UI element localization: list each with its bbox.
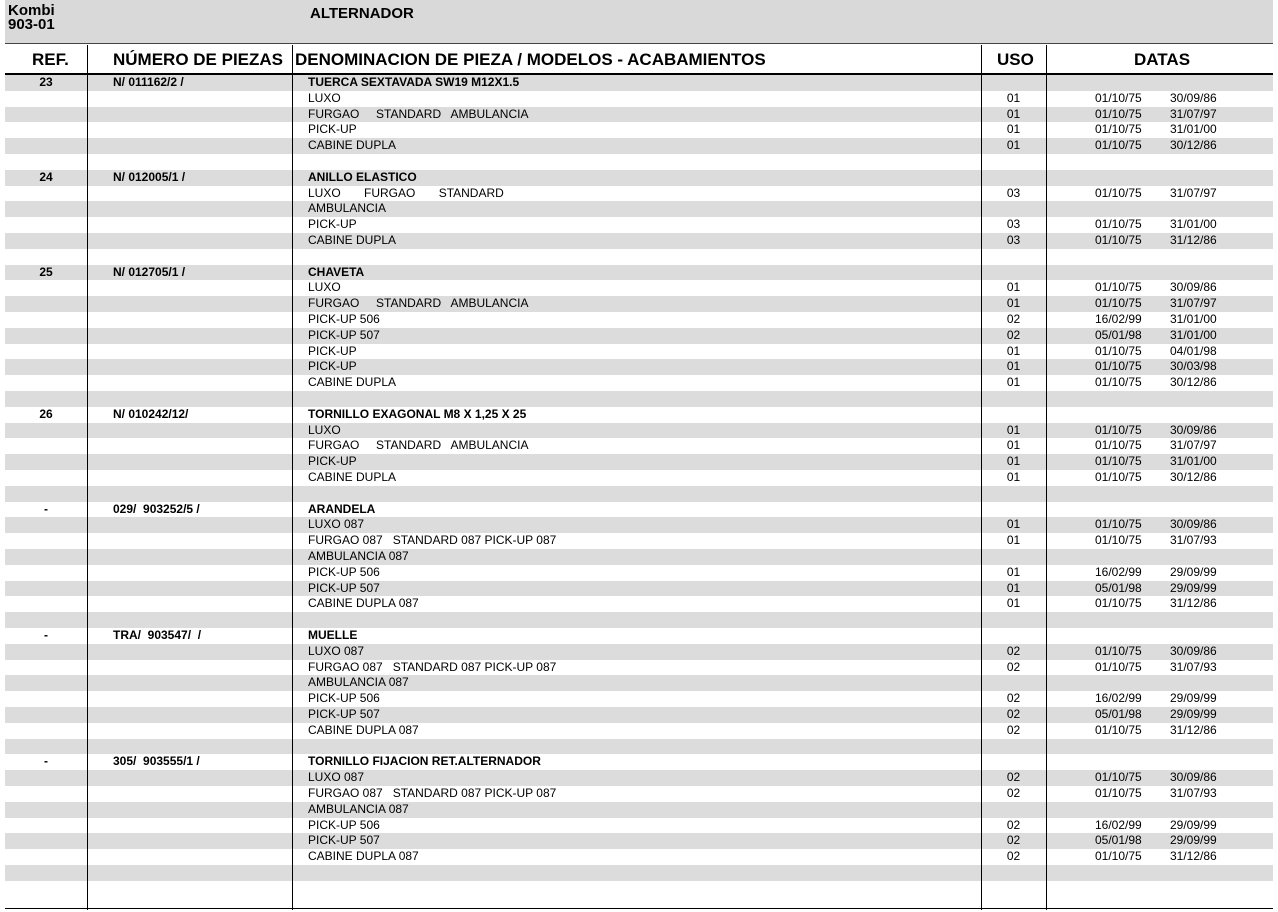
table-row: [5, 454, 1273, 470]
table-row: [5, 865, 1273, 881]
part-number-cell: 305/ 903555/1 /: [113, 754, 200, 769]
description-cell: AMBULANCIA 087: [308, 549, 409, 563]
date-from-cell: 05/01/98: [1095, 833, 1142, 848]
date-to-cell: 31/12/86: [1170, 596, 1217, 611]
table-row: [5, 549, 1273, 565]
date-to-cell: 31/01/00: [1170, 122, 1217, 137]
date-from-cell: 01/10/75: [1095, 106, 1142, 121]
date-to-cell: 30/09/86: [1170, 517, 1217, 532]
table-row: [5, 581, 1273, 597]
uso-cell: 01: [1006, 533, 1021, 548]
date-to-cell: 30/09/86: [1170, 90, 1217, 105]
date-to-cell: 31/01/00: [1170, 312, 1217, 326]
ref-cell: -: [44, 754, 48, 769]
uso-cell: 02: [1006, 659, 1021, 674]
description-cell: PICK-UP 506: [308, 312, 380, 326]
table-row: [5, 186, 1273, 202]
uso-cell: 02: [1006, 312, 1021, 326]
table-row: [5, 375, 1273, 391]
description-cell: TORNILLO EXAGONAL M8 X 1,25 X 25: [308, 406, 527, 421]
uso-cell: 01: [1006, 138, 1021, 153]
date-from-cell: 01/10/75: [1095, 470, 1142, 484]
uso-cell: 01: [1006, 454, 1021, 469]
table-row: [5, 280, 1273, 296]
ref-cell: -: [44, 628, 48, 642]
column-header-ref: REF.: [32, 50, 69, 69]
date-to-cell: 31/07/93: [1170, 533, 1217, 548]
description-cell: TORNILLO FIJACION RET.ALTERNADOR: [308, 754, 541, 769]
uso-cell: 02: [1006, 327, 1021, 342]
table-row: [5, 154, 1273, 170]
table-row: [5, 612, 1273, 628]
table-row: [5, 565, 1273, 581]
date-from-cell: 01/10/75: [1095, 849, 1142, 864]
table-row: [5, 596, 1273, 612]
description-cell: FURGAO 087 STANDARD 087 PICK-UP 087: [308, 659, 557, 674]
description-cell: CABINE DUPLA 087: [308, 596, 419, 611]
date-to-cell: 30/09/86: [1170, 770, 1217, 785]
description-cell: FURGAO STANDARD AMBULANCIA: [308, 438, 529, 453]
uso-cell: 02: [1006, 786, 1021, 800]
date-from-cell: 01/10/75: [1095, 533, 1142, 548]
table-row: [5, 802, 1273, 818]
date-from-cell: 01/10/75: [1095, 185, 1142, 200]
uso-cell: 01: [1006, 470, 1021, 484]
date-from-cell: 01/10/75: [1095, 517, 1142, 532]
uso-cell: 02: [1006, 770, 1021, 785]
description-cell: FURGAO 087 STANDARD 087 PICK-UP 087: [308, 533, 557, 548]
table-row: [5, 644, 1273, 660]
table-row: [5, 754, 1273, 770]
date-from-cell: 01/10/75: [1095, 770, 1142, 785]
description-cell: LUXO: [308, 422, 341, 437]
description-cell: AMBULANCIA 087: [308, 801, 409, 816]
description-cell: PICK-UP 507: [308, 707, 380, 721]
description-cell: ARANDELA: [308, 501, 376, 516]
table-row: [5, 849, 1273, 865]
uso-cell: 01: [1006, 359, 1021, 374]
date-to-cell: 29/09/99: [1170, 817, 1217, 832]
column-header-uso: USO: [997, 50, 1034, 69]
date-from-cell: 01/10/75: [1095, 296, 1142, 311]
table-row: [5, 359, 1273, 375]
uso-cell: 03: [1006, 185, 1021, 200]
date-to-cell: 31/07/97: [1170, 296, 1217, 311]
description-cell: CABINE DUPLA: [308, 138, 397, 153]
date-from-cell: 16/02/99: [1095, 691, 1142, 706]
table-row: [5, 675, 1273, 691]
date-to-cell: 31/01/00: [1170, 217, 1217, 232]
description-cell: PICK-UP: [308, 454, 357, 469]
uso-cell: 01: [1006, 375, 1021, 390]
uso-cell: 01: [1006, 280, 1021, 295]
uso-cell: 03: [1006, 217, 1021, 232]
table-row: [5, 296, 1273, 312]
date-from-cell: 01/10/75: [1095, 422, 1142, 437]
date-from-cell: 01/10/75: [1095, 122, 1142, 137]
column-divider: [87, 45, 88, 910]
description-cell: ANILLO ELASTICO: [308, 169, 417, 184]
uso-cell: 01: [1006, 122, 1021, 137]
date-from-cell: 01/10/75: [1095, 722, 1142, 737]
table-row: [5, 833, 1273, 849]
table-bottom-border: [5, 908, 1273, 909]
table-row: [5, 723, 1273, 739]
uso-cell: 02: [1006, 691, 1021, 706]
uso-cell: 02: [1006, 707, 1021, 721]
uso-cell: 01: [1006, 422, 1021, 437]
column-header-row: [5, 45, 1273, 75]
table-row: [5, 470, 1273, 486]
uso-cell: 01: [1006, 296, 1021, 311]
date-from-cell: 05/01/98: [1095, 707, 1142, 721]
description-cell: PICK-UP: [308, 122, 357, 137]
uso-cell: 03: [1006, 233, 1021, 247]
table-row: [5, 502, 1273, 518]
date-from-cell: 01/10/75: [1095, 217, 1142, 232]
uso-cell: 02: [1006, 643, 1021, 658]
description-cell: FURGAO STANDARD AMBULANCIA: [308, 106, 529, 121]
date-from-cell: 01/10/75: [1095, 786, 1142, 800]
description-cell: CABINE DUPLA: [308, 470, 397, 484]
date-from-cell: 05/01/98: [1095, 327, 1142, 342]
part-number-cell: N/ 012705/1 /: [113, 264, 186, 279]
date-to-cell: 31/01/00: [1170, 327, 1217, 342]
table-row: [5, 75, 1273, 91]
description-cell: MUELLE: [308, 628, 358, 642]
uso-cell: 01: [1006, 517, 1021, 532]
column-divider: [1046, 45, 1047, 910]
uso-cell: 02: [1006, 817, 1021, 832]
description-cell: LUXO 087: [308, 770, 365, 785]
date-to-cell: 30/12/86: [1170, 138, 1217, 153]
column-header-dates: DATAS: [1134, 50, 1191, 69]
uso-cell: 02: [1006, 722, 1021, 737]
table-row: [5, 249, 1273, 265]
description-cell: CABINE DUPLA: [308, 233, 397, 247]
table-row: [5, 122, 1273, 138]
date-to-cell: 30/09/86: [1170, 422, 1217, 437]
date-from-cell: 01/10/75: [1095, 643, 1142, 658]
date-to-cell: 30/09/86: [1170, 280, 1217, 295]
table-row: [5, 328, 1273, 344]
date-to-cell: 29/09/99: [1170, 707, 1217, 721]
uso-cell: 01: [1006, 106, 1021, 121]
title-bar: [5, 0, 1273, 44]
uso-cell: 01: [1006, 580, 1021, 595]
table-row: [5, 312, 1273, 328]
description-cell: PICK-UP: [308, 359, 357, 374]
date-to-cell: 04/01/98: [1170, 343, 1217, 358]
part-number-cell: 029/ 903252/5 /: [113, 501, 200, 516]
table-row: [5, 533, 1273, 549]
date-from-cell: 01/10/75: [1095, 233, 1142, 247]
part-number-cell: N/ 012005/1 /: [113, 169, 186, 184]
date-from-cell: 01/10/75: [1095, 438, 1142, 453]
table-row: [5, 517, 1273, 533]
table-row: [5, 628, 1273, 644]
description-cell: CHAVETA: [308, 264, 365, 279]
date-to-cell: 29/09/99: [1170, 564, 1217, 579]
date-to-cell: 31/01/00: [1170, 454, 1217, 469]
description-cell: LUXO 087: [308, 643, 365, 658]
section-title: ALTERNADOR: [310, 5, 414, 22]
date-from-cell: 01/10/75: [1095, 138, 1142, 153]
uso-cell: 01: [1006, 438, 1021, 453]
description-cell: AMBULANCIA 087: [308, 675, 409, 690]
ref-cell: -: [44, 501, 48, 516]
table-row: [5, 423, 1273, 439]
description-cell: PICK-UP 507: [308, 327, 380, 342]
description-cell: PICK-UP 507: [308, 833, 380, 848]
table-row: [5, 107, 1273, 123]
part-number-cell: N/ 011162/2 /: [113, 75, 184, 89]
table-row: [5, 818, 1273, 834]
description-cell: PICK-UP 506: [308, 817, 380, 832]
date-from-cell: 16/02/99: [1095, 312, 1142, 326]
uso-cell: 01: [1006, 564, 1021, 579]
date-to-cell: 31/07/97: [1170, 185, 1217, 200]
column-header-part-number: NÚMERO DE PIEZAS: [113, 50, 284, 69]
table-row: [5, 391, 1273, 407]
date-from-cell: 01/10/75: [1095, 343, 1142, 358]
uso-cell: 02: [1006, 849, 1021, 864]
description-cell: CABINE DUPLA 087: [308, 722, 419, 737]
ref-cell: 25: [39, 264, 53, 279]
date-from-cell: 05/01/98: [1095, 580, 1142, 595]
date-to-cell: 31/07/93: [1170, 659, 1217, 674]
model-name: Kombi: [8, 2, 55, 19]
table-row: [5, 170, 1273, 186]
description-cell: TUERCA SEXTAVADA SW19 M12X1.5: [308, 75, 520, 89]
model-label: [8, 4, 55, 32]
description-cell: LUXO: [308, 90, 341, 105]
date-to-cell: 29/09/99: [1170, 691, 1217, 706]
description-cell: FURGAO STANDARD AMBULANCIA: [308, 296, 529, 311]
date-from-cell: 16/02/99: [1095, 564, 1142, 579]
description-cell: PICK-UP: [308, 343, 357, 358]
table-row: [5, 265, 1273, 281]
table-row: [5, 138, 1273, 154]
description-cell: CABINE DUPLA 087: [308, 849, 419, 864]
description-cell: PICK-UP: [308, 217, 357, 232]
date-from-cell: 01/10/75: [1095, 280, 1142, 295]
date-to-cell: 29/09/99: [1170, 833, 1217, 848]
description-cell: CABINE DUPLA: [308, 375, 397, 390]
table-row: [5, 438, 1273, 454]
date-from-cell: 01/10/75: [1095, 90, 1142, 105]
date-to-cell: 31/12/86: [1170, 849, 1217, 864]
date-from-cell: 01/10/75: [1095, 454, 1142, 469]
description-cell: FURGAO 087 STANDARD 087 PICK-UP 087: [308, 786, 557, 800]
date-to-cell: 31/12/86: [1170, 722, 1217, 737]
ref-cell: 24: [39, 169, 53, 184]
table-row: [5, 739, 1273, 755]
description-cell: PICK-UP 506: [308, 691, 380, 706]
date-to-cell: 31/07/97: [1170, 106, 1217, 121]
column-divider: [292, 45, 293, 910]
description-cell: PICK-UP 507: [308, 580, 380, 595]
table-row: [5, 691, 1273, 707]
date-to-cell: 31/12/86: [1170, 233, 1217, 247]
date-to-cell: 30/12/86: [1170, 470, 1217, 484]
date-to-cell: 30/12/86: [1170, 375, 1217, 390]
description-cell: LUXO FURGAO STANDARD: [308, 185, 504, 200]
column-header-description: DENOMINACION DE PIEZA / MODELOS - ACABAMIENTOS: [295, 50, 766, 69]
ref-cell: 23: [39, 75, 53, 89]
description-cell: LUXO 087: [308, 517, 365, 532]
date-from-cell: 16/02/99: [1095, 817, 1142, 832]
date-to-cell: 31/07/97: [1170, 438, 1217, 453]
table-row: [5, 770, 1273, 786]
ref-cell: 26: [39, 406, 53, 421]
table-row: [5, 786, 1273, 802]
date-to-cell: 30/09/86: [1170, 643, 1217, 658]
parts-table: [5, 75, 1273, 907]
date-to-cell: 29/09/99: [1170, 580, 1217, 595]
description-cell: AMBULANCIA: [308, 201, 387, 216]
table-row: [5, 201, 1273, 217]
table-row: [5, 881, 1273, 897]
date-from-cell: 01/10/75: [1095, 375, 1142, 390]
table-row: [5, 660, 1273, 676]
table-row: [5, 407, 1273, 423]
date-to-cell: 30/03/98: [1170, 359, 1217, 374]
table-row: [5, 91, 1273, 107]
uso-cell: 01: [1006, 90, 1021, 105]
column-divider: [981, 45, 982, 910]
part-number-cell: N/ 010242/12/: [113, 406, 189, 421]
table-row: [5, 344, 1273, 360]
description-cell: LUXO: [308, 280, 341, 295]
uso-cell: 01: [1006, 596, 1021, 611]
table-row: [5, 707, 1273, 723]
date-from-cell: 01/10/75: [1095, 596, 1142, 611]
table-row: [5, 486, 1273, 502]
part-number-cell: TRA/ 903547/ /: [113, 628, 202, 642]
uso-cell: 02: [1006, 833, 1021, 848]
description-cell: PICK-UP 506: [308, 564, 380, 579]
uso-cell: 01: [1006, 343, 1021, 358]
date-from-cell: 01/10/75: [1095, 659, 1142, 674]
parts-catalog-page: [5, 0, 1275, 910]
model-code: 903-01: [8, 16, 55, 33]
date-to-cell: 31/07/93: [1170, 786, 1217, 800]
table-row: [5, 217, 1273, 233]
table-row: [5, 233, 1273, 249]
date-from-cell: 01/10/75: [1095, 359, 1142, 374]
